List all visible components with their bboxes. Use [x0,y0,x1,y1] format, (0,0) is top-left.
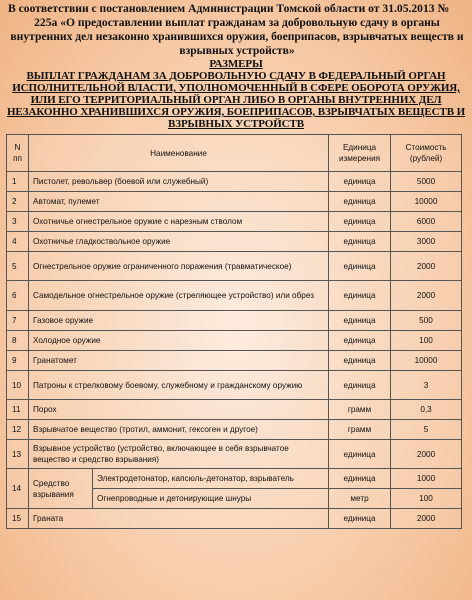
cell-cost: 6000 [391,212,462,232]
cell-unit: грамм [329,420,391,440]
cell-num: 4 [7,232,29,252]
cell-cost: 500 [391,311,462,331]
cell-cost: 100 [391,489,462,509]
table-row [7,331,462,351]
cell-unit: единица [329,509,391,529]
cell-unit: единица [329,440,391,469]
cell-name: Газовое оружие [29,311,329,331]
cell-name: Охотничье огнестрельное оружие с нарезным стволом [29,212,329,232]
cell-unit: единица [329,351,391,371]
cell-name: Охотничье гладкоствольное оружие [29,232,329,252]
cell-unit: единица [329,172,391,192]
cell-unit: единица [329,192,391,212]
cell-num: 8 [7,331,29,351]
table-row [7,420,462,440]
cell-num: 14 [7,469,29,509]
cell-cost: 2000 [391,252,462,281]
header-unit: Единица измерения [329,135,391,172]
table-header-row [7,135,462,172]
table-row [7,440,462,469]
cell-cost: 100 [391,331,462,351]
cell-unit: единица [329,469,391,489]
table-row [7,400,462,420]
cell-num: 6 [7,281,29,311]
cell-group: Средство взрывания [29,469,93,509]
cell-num: 10 [7,371,29,400]
cell-cost: 10000 [391,351,462,371]
cell-name: Огнепроводные и детонирующие шнуры [93,489,329,509]
cell-num: 7 [7,311,29,331]
cell-name: Самодельное огнестрельное оружие (стреляющее устройство) или обрез [29,281,329,311]
table-row [7,232,462,252]
heading-body: ВЫПЛАТ ГРАЖДАНАМ ЗА ДОБРОВОЛЬНУЮ СДАЧУ В ФЕДЕРАЛЬНЫЙ ОРГАН ИСПОЛНИТЕЛЬНОЙ ВЛАСТИ, УПОЛНОМОЧЕННЫЙ В СФЕРЕ ОБОРОТА ОРУЖИЯ, ИЛИ ЕГО ТЕРРИТОРИАЛЬНЫЙ ОРГАН ЛИБО В ОРГАНЫ ВНУТРЕННИХ ДЕЛ НЕЗАКОННО ХРАНИВШИХСЯ ОРУЖИЯ, БОЕПРИПАСОВ, ВЗРЫВЧАТЫХ ВЕЩЕСТВ И ВЗРЫВНЫХ УСТРОЙСТВ [6,70,466,130]
cell-num: 11 [7,400,29,420]
cell-cost: 2000 [391,440,462,469]
table-row [7,311,462,331]
cell-unit: единица [329,331,391,351]
cell-num: 15 [7,509,29,529]
cell-unit: единица [329,311,391,331]
table-row [7,509,462,529]
cell-name: Взрывное устройство (устройство, включающее в себя взрывчатое вещество и средство взрывания) [29,440,329,469]
cell-unit: единица [329,232,391,252]
cell-cost: 3000 [391,232,462,252]
table-row [7,371,462,400]
intro-text [8,2,466,58]
table-row [7,351,462,371]
intro-line1: В соответствии с постановлением Администрации Томской области от 31.05.2013 № [8,2,450,15]
cell-num: 1 [7,172,29,192]
cell-unit: единица [329,212,391,232]
cell-num: 9 [7,351,29,371]
header-cost: Стоимость (рублей) [391,135,462,172]
table-row [7,469,462,489]
cell-num: 12 [7,420,29,440]
cell-name: Холодное оружие [29,331,329,351]
heading-title: РАЗМЕРЫ [209,58,263,70]
cell-name: Огнестрельное оружие ограниченного поражения (травматическое) [29,252,329,281]
cell-name: Автомат, пулемет [29,192,329,212]
cell-unit: метр [329,489,391,509]
cell-unit: единица [329,371,391,400]
cell-name: Гранатомет [29,351,329,371]
cell-num: 2 [7,192,29,212]
table-row [7,192,462,212]
cell-cost: 2000 [391,281,462,311]
cell-cost: 1000 [391,469,462,489]
cell-cost: 3 [391,371,462,400]
cell-num: 5 [7,252,29,281]
cell-name: Электродетонатор, капсюль-детонатор, взрыватель [93,469,329,489]
cell-cost: 10000 [391,192,462,212]
cell-cost: 0,3 [391,400,462,420]
table-row [7,252,462,281]
header-num: N пп [7,135,29,172]
table-row [7,172,462,192]
table-row [7,212,462,232]
cell-unit: единица [329,252,391,281]
cell-name: Граната [29,509,329,529]
cell-unit: единица [329,281,391,311]
payments-table [6,134,462,529]
cell-num: 3 [7,212,29,232]
cell-num: 13 [7,440,29,469]
table-body [7,172,462,529]
header-name: Наименование [29,135,329,172]
cell-cost: 5 [391,420,462,440]
cell-name: Патроны к стрелковому боевому, служебному и гражданскому оружию [29,371,329,400]
cell-unit: грамм [329,400,391,420]
cell-cost: 2000 [391,509,462,529]
cell-name: Взрывчатое вещество (тротил, аммонит, гексоген и другое) [29,420,329,440]
cell-name: Пистолет, револьвер (боевой или служебный) [29,172,329,192]
cell-name: Порох [29,400,329,420]
table-row [7,281,462,311]
cell-cost: 5000 [391,172,462,192]
intro-line2: 225а «О предоставлении выплат гражданам за добровольную сдачу в органы внутренних дел незаконно хранившихся оружия, боеприпасов, взрывчатых веществ и взрывных устройств» [10,16,464,57]
document-heading [6,58,466,130]
